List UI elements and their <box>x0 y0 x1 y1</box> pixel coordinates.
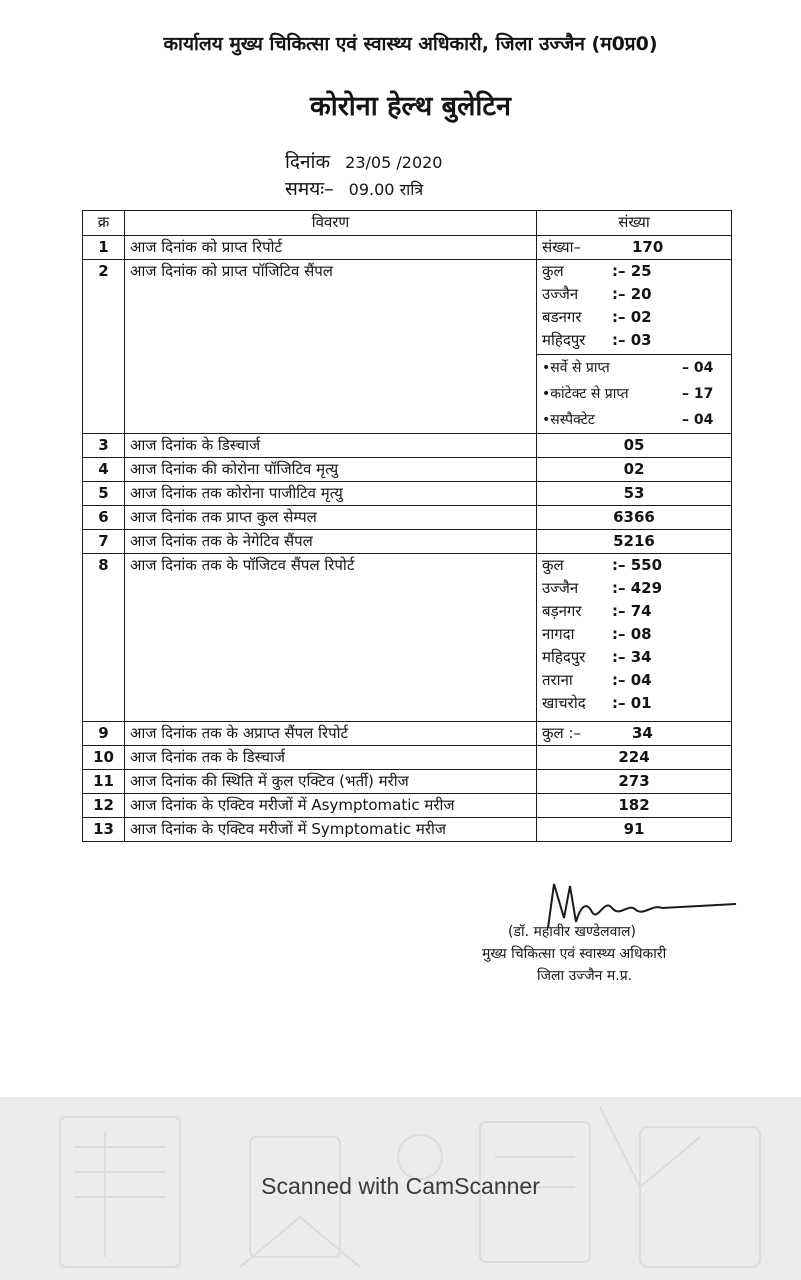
breakdown-key: खाचरोद <box>542 694 586 712</box>
breakdown-value: :– 34 <box>612 648 652 666</box>
row-count: 05 <box>537 434 732 458</box>
col-header-sn: क्र <box>83 211 125 236</box>
bulletin-table <box>82 210 732 842</box>
date-line <box>285 148 442 174</box>
source-value: – 04 <box>682 412 714 428</box>
row-sn: 2 <box>83 260 125 434</box>
row-desc: आज दिनांक के एक्टिव मरीजों में Symptomatic मरीज <box>125 818 537 842</box>
breakdown-key: कुल <box>542 262 564 280</box>
row-desc: आज दिनांक तक के नेगेटिव सैंपल <box>125 530 537 554</box>
breakdown-key: तराना <box>542 671 573 689</box>
row-sn: 13 <box>83 818 125 842</box>
date-value: 23/05 /2020 <box>345 153 443 172</box>
breakdown-value: :– 01 <box>612 694 652 712</box>
row-desc: आज दिनांक की स्थिति में कुल एक्टिव (भर्ती) मरीज <box>125 770 537 794</box>
count-value: 170 <box>632 238 664 256</box>
row-count <box>537 554 732 722</box>
breakdown-key: उज्जैन <box>542 285 579 303</box>
page-title: कोरोना हेल्थ बुलेटिन <box>310 91 511 122</box>
table-row <box>83 818 732 842</box>
time-value: 09.00 रात्रि <box>348 180 424 199</box>
count-value: 34 <box>632 724 653 742</box>
row-count: 182 <box>537 794 732 818</box>
source-key: •सस्पैक्टेट <box>542 412 595 428</box>
breakdown-value: :– 550 <box>612 556 663 574</box>
table-row <box>83 554 732 722</box>
row-count: 5216 <box>537 530 732 554</box>
signatory-designation: मुख्य चिकित्सा एवं स्वास्थ्य अधिकारी <box>482 946 667 962</box>
row-count: 02 <box>537 458 732 482</box>
count-label: संख्या– <box>542 238 582 256</box>
breakdown-key: महिदपुर <box>542 648 586 666</box>
row-sn: 6 <box>83 506 125 530</box>
table-row <box>83 458 732 482</box>
row-count: 91 <box>537 818 732 842</box>
breakdown-key: बड़नगर <box>542 602 582 620</box>
breakdown-value: :– 04 <box>612 671 652 689</box>
table-row <box>83 482 732 506</box>
table-row <box>83 722 732 746</box>
row-sn: 11 <box>83 770 125 794</box>
row-sn: 3 <box>83 434 125 458</box>
row-count <box>537 722 732 746</box>
time-label: समयः– <box>285 178 334 200</box>
breakdown-value: :– 08 <box>612 625 652 643</box>
row-sn: 10 <box>83 746 125 770</box>
table-row <box>83 746 732 770</box>
row-count: 224 <box>537 746 732 770</box>
row-sn: 1 <box>83 236 125 260</box>
row-desc: आज दिनांक तक के पॉजिटव सैंपल रिपोर्ट <box>125 554 537 722</box>
signatory-name: (डॉ. महावीर खण्डेलवाल) <box>508 924 636 940</box>
row-desc: आज दिनांक को प्राप्त पॉजिटिव सैंपल <box>125 260 537 434</box>
row-count: 53 <box>537 482 732 506</box>
row-sn: 5 <box>83 482 125 506</box>
table-row <box>83 506 732 530</box>
row-count: 273 <box>537 770 732 794</box>
source-value: – 04 <box>682 360 714 376</box>
breakdown-value: :– 74 <box>612 602 652 620</box>
camscanner-watermark: Scanned with CamScanner <box>261 1173 540 1199</box>
row-desc: आज दिनांक को प्राप्त रिपोर्ट <box>125 236 537 260</box>
row-count <box>537 236 732 260</box>
row-desc: आज दिनांक के डिस्चार्ज <box>125 434 537 458</box>
col-header-count: संख्या <box>537 211 732 236</box>
source-value: – 17 <box>682 386 714 402</box>
breakdown-value: :– 25 <box>612 262 652 280</box>
row-desc: आज दिनांक तक कोरोना पाजीटिव मृत्यु <box>125 482 537 506</box>
table-row <box>83 260 732 434</box>
table-header-row <box>83 211 732 236</box>
breakdown-key: बडनगर <box>542 308 582 326</box>
row-sn: 7 <box>83 530 125 554</box>
row-count: 6366 <box>537 506 732 530</box>
breakdown-value: :– 03 <box>612 331 652 349</box>
office-heading: कार्यालय मुख्य चिकित्सा एवं स्वास्थ्य अधिकारी, जिला उज्जैन (म0प्र0) <box>163 33 658 55</box>
row-sn: 9 <box>83 722 125 746</box>
row-desc: आज दिनांक के एक्टिव मरीजों में Asymptomatic मरीज <box>125 794 537 818</box>
row-sn: 4 <box>83 458 125 482</box>
camscanner-footer <box>0 1097 801 1280</box>
row-sn: 12 <box>83 794 125 818</box>
row-sn: 8 <box>83 554 125 722</box>
breakdown-value: :– 02 <box>612 308 652 326</box>
col-header-desc: विवरण <box>125 211 537 236</box>
row-desc: आज दिनांक की कोरोना पॉजिटिव मृत्यु <box>125 458 537 482</box>
table-row <box>83 434 732 458</box>
breakdown-key: उज्जैन <box>542 579 579 597</box>
source-key: •कांटेक्ट से प्राप्त <box>542 386 629 402</box>
date-label: दिनांक <box>285 151 331 173</box>
row-desc: आज दिनांक तक के डिस्चार्ज <box>125 746 537 770</box>
row-count <box>537 260 732 434</box>
breakdown-value: :– 20 <box>612 285 652 303</box>
table-row <box>83 236 732 260</box>
source-key: •सर्वे से प्राप्त <box>542 360 610 376</box>
breakdown-value: :– 429 <box>612 579 663 597</box>
breakdown-key: कुल <box>542 556 564 574</box>
table-row <box>83 770 732 794</box>
row-desc: आज दिनांक तक प्राप्त कुल सेम्पल <box>125 506 537 530</box>
breakdown-key: नागदा <box>542 625 575 643</box>
time-line <box>285 175 423 201</box>
signatory-location: जिला उज्जैन म.प्र. <box>537 968 633 984</box>
table-row <box>83 794 732 818</box>
table-row <box>83 530 732 554</box>
count-label: कुल :– <box>542 724 582 742</box>
breakdown-key: महिदपुर <box>542 331 586 349</box>
row-desc: आज दिनांक तक के अप्राप्त सैंपल रिपोर्ट <box>125 722 537 746</box>
